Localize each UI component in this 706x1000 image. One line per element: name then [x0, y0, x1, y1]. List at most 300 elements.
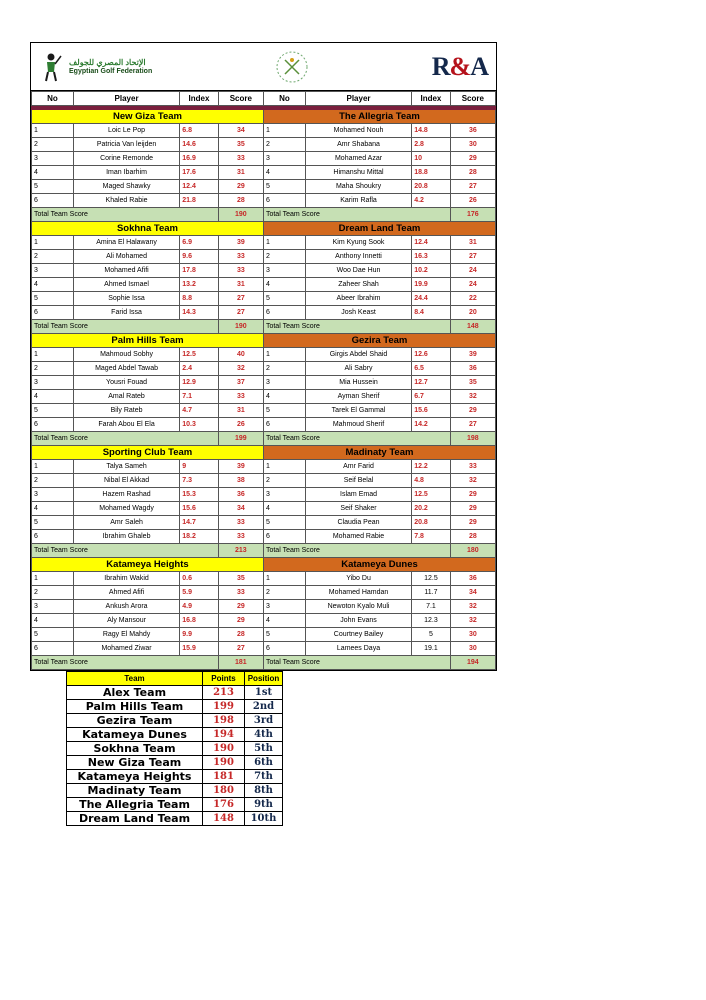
player-score: 40 — [218, 348, 263, 362]
player-no: 6 — [32, 530, 74, 544]
player-no: 5 — [263, 628, 305, 642]
player-no: 6 — [263, 530, 305, 544]
team-scores-table — [31, 91, 496, 670]
player-score: 38 — [218, 474, 263, 488]
standings-points: 190 — [203, 742, 245, 756]
standings-points: 198 — [203, 714, 245, 728]
player-no: 4 — [32, 614, 74, 628]
team-total-row — [32, 432, 496, 446]
player-row — [32, 474, 496, 488]
standings-team: Madinaty Team — [67, 784, 203, 798]
player-name: Iman Ibarhim — [73, 166, 179, 180]
total-score-left: 199 — [218, 432, 263, 446]
player-row — [32, 152, 496, 166]
player-row — [32, 488, 496, 502]
player-name: Ali Mohamed — [73, 250, 179, 264]
player-row — [32, 166, 496, 180]
player-no: 4 — [32, 502, 74, 516]
player-no: 3 — [32, 264, 74, 278]
player-no: 2 — [32, 474, 74, 488]
player-no: 3 — [32, 376, 74, 390]
player-index: 0.6 — [180, 572, 218, 586]
player-score: 30 — [450, 138, 495, 152]
player-no: 2 — [32, 362, 74, 376]
player-name: Karim Rafla — [305, 194, 411, 208]
federation-name-en: Egyptian Golf Federation — [69, 67, 153, 75]
standings-row — [67, 812, 283, 826]
player-name: Khaled Rabie — [73, 194, 179, 208]
total-score-left: 213 — [218, 544, 263, 558]
player-index: 15.6 — [180, 502, 218, 516]
player-no: 4 — [32, 278, 74, 292]
player-no: 3 — [263, 376, 305, 390]
player-score: 30 — [450, 642, 495, 656]
player-row — [32, 390, 496, 404]
player-index: 15.6 — [412, 404, 450, 418]
player-no: 2 — [263, 138, 305, 152]
team-total-row — [32, 544, 496, 558]
player-row — [32, 628, 496, 642]
player-score: 32 — [450, 600, 495, 614]
player-index: 21.8 — [180, 194, 218, 208]
header-band — [31, 43, 496, 91]
player-score: 27 — [450, 180, 495, 194]
player-index: 4.7 — [180, 404, 218, 418]
player-name: Mohamed Nouh — [305, 124, 411, 138]
player-no: 4 — [263, 278, 305, 292]
player-score: 31 — [218, 166, 263, 180]
standings-points: 199 — [203, 700, 245, 714]
total-label-left: Total Team Score — [32, 544, 219, 558]
player-index: 10 — [412, 152, 450, 166]
player-score: 31 — [218, 278, 263, 292]
team-name-right: Gezira Team — [263, 334, 495, 348]
player-score: 39 — [218, 236, 263, 250]
player-index: 19.1 — [412, 642, 450, 656]
player-no: 2 — [32, 250, 74, 264]
player-no: 1 — [263, 236, 305, 250]
total-label-right: Total Team Score — [263, 208, 450, 222]
player-index: 20.8 — [412, 180, 450, 194]
player-score: 27 — [218, 642, 263, 656]
player-name: Ahmed Ismael — [73, 278, 179, 292]
player-index: 10.3 — [180, 418, 218, 432]
player-score: 29 — [450, 516, 495, 530]
standings-row — [67, 756, 283, 770]
player-no: 6 — [263, 642, 305, 656]
player-row — [32, 124, 496, 138]
player-index: 12.6 — [412, 348, 450, 362]
player-index: 14.8 — [412, 124, 450, 138]
standings-team: Katameya Heights — [67, 770, 203, 784]
team-header-row — [32, 334, 496, 348]
player-index: 12.5 — [180, 348, 218, 362]
player-name: Aly Mansour — [73, 614, 179, 628]
player-index: 10.2 — [412, 264, 450, 278]
player-name: Mohamed Hamdan — [305, 586, 411, 600]
player-score: 36 — [218, 488, 263, 502]
player-name: Mohamed Ziwar — [73, 642, 179, 656]
team-name-right: Dream Land Team — [263, 222, 495, 236]
player-no: 1 — [263, 460, 305, 474]
standings-row — [67, 784, 283, 798]
player-score: 22 — [450, 292, 495, 306]
standings-row — [67, 728, 283, 742]
player-name: Mia Hussein — [305, 376, 411, 390]
standings-header-row — [67, 672, 283, 686]
player-score: 31 — [450, 236, 495, 250]
player-row — [32, 194, 496, 208]
player-index: 20.8 — [412, 516, 450, 530]
player-name: Amal Rateb — [73, 390, 179, 404]
player-index: 24.4 — [412, 292, 450, 306]
player-name: Yibo Du — [305, 572, 411, 586]
total-label-right: Total Team Score — [263, 432, 450, 446]
player-name: Amr Farid — [305, 460, 411, 474]
team-name-right: Katameya Dunes — [263, 558, 495, 572]
player-name: Zaheer Shah — [305, 278, 411, 292]
player-no: 6 — [263, 306, 305, 320]
player-index: 17.6 — [180, 166, 218, 180]
standings-position: 5th — [245, 742, 283, 756]
player-name: Maged Abdel Tawab — [73, 362, 179, 376]
player-name: Corine Remonde — [73, 152, 179, 166]
standings-points: 213 — [203, 686, 245, 700]
player-name: Ankush Arora — [73, 600, 179, 614]
player-row — [32, 572, 496, 586]
player-row — [32, 586, 496, 600]
player-no: 5 — [32, 516, 74, 530]
player-no: 2 — [263, 586, 305, 600]
player-no: 6 — [263, 418, 305, 432]
total-score-right: 176 — [450, 208, 495, 222]
player-name: Mohamed Afifi — [73, 264, 179, 278]
player-no: 2 — [263, 362, 305, 376]
player-index: 6.5 — [412, 362, 450, 376]
team-name-left: Sokhna Team — [32, 222, 264, 236]
player-name: Kim Kyung Sook — [305, 236, 411, 250]
player-row — [32, 264, 496, 278]
player-name: Himanshu Mittal — [305, 166, 411, 180]
player-no: 2 — [32, 138, 74, 152]
player-row — [32, 614, 496, 628]
player-no: 4 — [263, 614, 305, 628]
player-score: 34 — [450, 586, 495, 600]
team-header-row — [32, 110, 496, 124]
player-index: 7.3 — [180, 474, 218, 488]
player-index: 4.9 — [180, 600, 218, 614]
player-no: 2 — [263, 474, 305, 488]
player-score: 36 — [450, 124, 495, 138]
player-index: 4.2 — [412, 194, 450, 208]
player-no: 6 — [32, 418, 74, 432]
standings-position: 3rd — [245, 714, 283, 728]
player-row — [32, 180, 496, 194]
total-label-right: Total Team Score — [263, 544, 450, 558]
player-index: 19.9 — [412, 278, 450, 292]
player-index: 17.8 — [180, 264, 218, 278]
player-index: 12.5 — [412, 488, 450, 502]
player-row — [32, 642, 496, 656]
player-no: 4 — [32, 390, 74, 404]
player-row — [32, 404, 496, 418]
player-no: 4 — [263, 166, 305, 180]
standings-row — [67, 798, 283, 812]
player-no: 6 — [32, 306, 74, 320]
player-row — [32, 530, 496, 544]
player-name: Loic Le Pop — [73, 124, 179, 138]
player-name: Islam Emad — [305, 488, 411, 502]
player-name: Amr Shabana — [305, 138, 411, 152]
standings-col-team: Team — [67, 672, 203, 686]
standings-team: Dream Land Team — [67, 812, 203, 826]
player-name: Abeer Ibrahim — [305, 292, 411, 306]
player-no: 5 — [263, 292, 305, 306]
player-index: 16.8 — [180, 614, 218, 628]
player-no: 5 — [263, 516, 305, 530]
standings-position: 1st — [245, 686, 283, 700]
player-score: 20 — [450, 306, 495, 320]
player-score: 27 — [218, 306, 263, 320]
total-score-right: 198 — [450, 432, 495, 446]
team-name-left: Katameya Heights — [32, 558, 264, 572]
player-name: Ibrahim Wakid — [73, 572, 179, 586]
standings-points: 181 — [203, 770, 245, 784]
total-label-left: Total Team Score — [32, 656, 219, 670]
player-name: Amina El Halawany — [73, 236, 179, 250]
player-score: 29 — [218, 180, 263, 194]
player-no: 6 — [32, 194, 74, 208]
player-name: Sophie Issa — [73, 292, 179, 306]
team-name-left: New Giza Team — [32, 110, 264, 124]
standings-team: Palm Hills Team — [67, 700, 203, 714]
standings-position: 2nd — [245, 700, 283, 714]
player-no: 6 — [263, 194, 305, 208]
standings-position: 8th — [245, 784, 283, 798]
col-no-right: No — [263, 92, 305, 106]
player-no: 3 — [32, 152, 74, 166]
player-score: 24 — [450, 264, 495, 278]
player-name: Patricia Van leijden — [73, 138, 179, 152]
player-score: 29 — [218, 600, 263, 614]
player-score: 33 — [218, 152, 263, 166]
player-row — [32, 236, 496, 250]
player-row — [32, 600, 496, 614]
column-header-row — [32, 92, 496, 106]
player-score: 33 — [218, 250, 263, 264]
player-row — [32, 138, 496, 152]
player-score: 29 — [450, 502, 495, 516]
player-name: Maged Shawky — [73, 180, 179, 194]
player-score: 36 — [450, 362, 495, 376]
player-no: 5 — [32, 404, 74, 418]
player-index: 12.9 — [180, 376, 218, 390]
player-index: 9.9 — [180, 628, 218, 642]
standings-col-position: Position — [245, 672, 283, 686]
col-no-left: No — [32, 92, 74, 106]
player-score: 39 — [218, 460, 263, 474]
player-no: 1 — [32, 460, 74, 474]
player-no: 4 — [263, 502, 305, 516]
player-index: 12.4 — [412, 236, 450, 250]
player-score: 29 — [450, 488, 495, 502]
player-no: 5 — [263, 180, 305, 194]
player-score: 33 — [218, 530, 263, 544]
player-name: Mahmoud Sherif — [305, 418, 411, 432]
player-score: 28 — [450, 530, 495, 544]
player-row — [32, 502, 496, 516]
player-no: 1 — [263, 572, 305, 586]
player-score: 31 — [218, 404, 263, 418]
total-label-left: Total Team Score — [32, 208, 219, 222]
total-score-left: 181 — [218, 656, 263, 670]
total-label-left: Total Team Score — [32, 432, 219, 446]
player-no: 1 — [32, 236, 74, 250]
player-name: Lamees Daya — [305, 642, 411, 656]
player-score: 35 — [450, 376, 495, 390]
team-name-left: Palm Hills Team — [32, 334, 264, 348]
player-score: 29 — [450, 404, 495, 418]
player-row — [32, 292, 496, 306]
standings-team: Sokhna Team — [67, 742, 203, 756]
player-no: 4 — [32, 166, 74, 180]
player-name: Nibal El Akkad — [73, 474, 179, 488]
federation-name-ar: الإتحاد المصري للجولف — [69, 57, 146, 67]
standings-team: The Allegria Team — [67, 798, 203, 812]
player-index: 11.7 — [412, 586, 450, 600]
player-name: Mohamed Azar — [305, 152, 411, 166]
player-score: 39 — [450, 348, 495, 362]
standings-col-points: Points — [203, 672, 245, 686]
player-no: 3 — [32, 488, 74, 502]
player-no: 3 — [263, 600, 305, 614]
player-name: Ragy El Mahdy — [73, 628, 179, 642]
player-index: 14.3 — [180, 306, 218, 320]
player-score: 29 — [218, 614, 263, 628]
player-row — [32, 516, 496, 530]
player-name: Woo Dae Hun — [305, 264, 411, 278]
player-no: 1 — [32, 348, 74, 362]
player-index: 15.3 — [180, 488, 218, 502]
player-score: 26 — [218, 418, 263, 432]
player-index: 5.9 — [180, 586, 218, 600]
player-name: Seif Shaker — [305, 502, 411, 516]
player-name: Anthony Innetti — [305, 250, 411, 264]
player-index: 16.9 — [180, 152, 218, 166]
standings-points: 180 — [203, 784, 245, 798]
player-name: Ahmed Afifi — [73, 586, 179, 600]
player-score: 33 — [218, 390, 263, 404]
player-index: 20.2 — [412, 502, 450, 516]
player-score: 27 — [450, 250, 495, 264]
player-name: Yousri Fouad — [73, 376, 179, 390]
player-score: 30 — [450, 628, 495, 642]
player-index: 7.1 — [180, 390, 218, 404]
player-row — [32, 460, 496, 474]
player-index: 9.6 — [180, 250, 218, 264]
egf-logo — [39, 52, 152, 82]
player-name: Bily Rateb — [73, 404, 179, 418]
player-no: 1 — [32, 124, 74, 138]
player-no: 5 — [32, 628, 74, 642]
player-name: Farah Abou El Ela — [73, 418, 179, 432]
player-index: 18.8 — [412, 166, 450, 180]
player-row — [32, 306, 496, 320]
player-no: 3 — [32, 600, 74, 614]
player-name: Seif Belal — [305, 474, 411, 488]
player-index: 15.9 — [180, 642, 218, 656]
player-score: 37 — [218, 376, 263, 390]
player-index: 8.8 — [180, 292, 218, 306]
player-score: 28 — [218, 628, 263, 642]
player-name: Talya Sameh — [73, 460, 179, 474]
player-index: 2.4 — [180, 362, 218, 376]
player-no: 3 — [263, 152, 305, 166]
player-index: 12.5 — [412, 572, 450, 586]
player-index: 12.7 — [412, 376, 450, 390]
player-index: 5 — [412, 628, 450, 642]
player-score: 33 — [218, 586, 263, 600]
player-name: Girgis Abdel Shaid — [305, 348, 411, 362]
player-name: Courtney Bailey — [305, 628, 411, 642]
col-player-right: Player — [305, 92, 411, 106]
player-score: 27 — [450, 418, 495, 432]
player-name: Newoton Kyalo Muli — [305, 600, 411, 614]
team-name-right: The Allegria Team — [263, 110, 495, 124]
total-label-left: Total Team Score — [32, 320, 219, 334]
player-name: Josh Keast — [305, 306, 411, 320]
player-score: 32 — [450, 474, 495, 488]
player-index: 8.4 — [412, 306, 450, 320]
player-score: 33 — [218, 516, 263, 530]
player-index: 2.8 — [412, 138, 450, 152]
player-name: Claudia Pean — [305, 516, 411, 530]
standings-position: 9th — [245, 798, 283, 812]
standings-team: Alex Team — [67, 686, 203, 700]
total-score-right: 180 — [450, 544, 495, 558]
team-header-row — [32, 558, 496, 572]
player-index: 18.2 — [180, 530, 218, 544]
standings-position: 4th — [245, 728, 283, 742]
player-name: Ayman Sherif — [305, 390, 411, 404]
standings-position: 10th — [245, 812, 283, 826]
player-row — [32, 418, 496, 432]
player-index: 9 — [180, 460, 218, 474]
standings-row — [67, 714, 283, 728]
player-no: 1 — [32, 572, 74, 586]
standings-points: 176 — [203, 798, 245, 812]
player-score: 33 — [218, 264, 263, 278]
player-index: 14.6 — [180, 138, 218, 152]
player-index: 7.1 — [412, 600, 450, 614]
team-total-row — [32, 208, 496, 222]
standings-table — [66, 671, 283, 826]
team-total-row — [32, 320, 496, 334]
player-index: 4.8 — [412, 474, 450, 488]
col-player-left: Player — [73, 92, 179, 106]
player-no: 5 — [32, 292, 74, 306]
col-score-right: Score — [450, 92, 495, 106]
player-name: Ali Sabry — [305, 362, 411, 376]
player-score: 35 — [218, 138, 263, 152]
player-name: Mahmoud Sobhy — [73, 348, 179, 362]
player-index: 12.2 — [412, 460, 450, 474]
player-no: 5 — [32, 180, 74, 194]
player-row — [32, 362, 496, 376]
player-row — [32, 278, 496, 292]
player-name: Amr Saleh — [73, 516, 179, 530]
player-no: 2 — [263, 250, 305, 264]
